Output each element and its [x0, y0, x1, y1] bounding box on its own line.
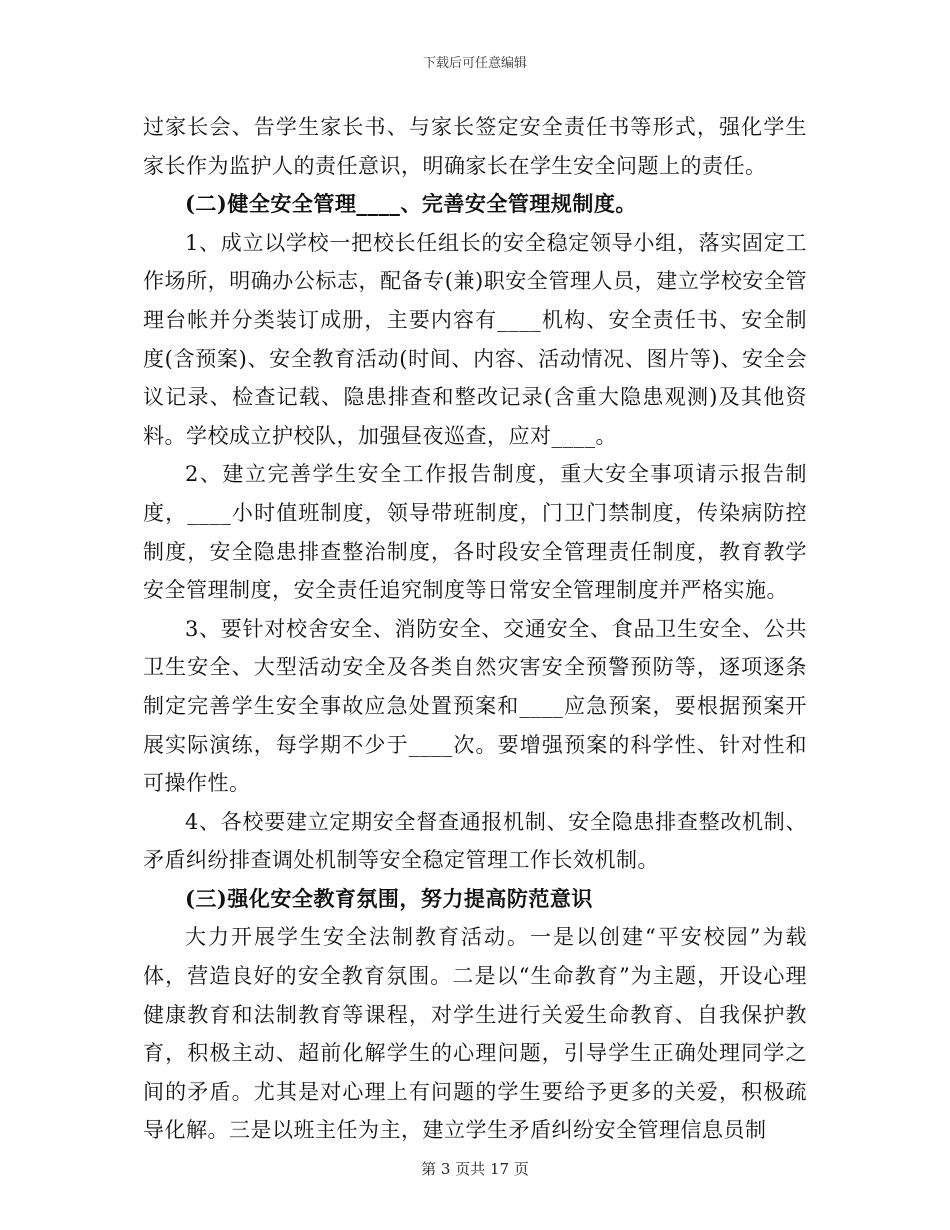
paragraph-item-2: 2、建立完善学生安全工作报告制度，重大安全事项请示报告制度，____小时值班制度，领导带班制度，门卫门禁制度，传染病防控制度，安全隐患排查整治制度，各时段安全管理责任制度，教育教学安全管理制度，安全责任追究制度等日常安全管理制度并严格实施。 — [143, 462, 807, 603]
document-body — [143, 108, 807, 1150]
page-number: 第 3 页共 17 页 — [421, 1160, 529, 1178]
paragraph-item-3: 3、要针对校舍安全、消防安全、交通安全、食品卫生安全、公共卫生安全、大型活动安全及各类自然灾害安全预警预防等，逐项逐条制定完善学生安全事故应急处置预案和____应急预案，要根据预案开展实际演练，每学期不少于____次。要增强预案的科学性、针对性和可操作性。 — [143, 616, 807, 796]
paragraph-safety-education: 大力开展学生安全法制教育活动。一是以创建“平安校园”为载体，营造良好的安全教育氛围。二是以“生命教育”为主题，开设心理健康教育和法制教育等课程，对学生进行关爱生命教育、自我保护教育，积极主动、超前化解学生的心理问题，引导学生正确处理同学之间的矛盾。尤其是对心理上有问题的学生要给予更多的关爱，积极疏导化解。三是以班主任为主，建立学生矛盾纠纷安全管理信息员制 — [143, 925, 807, 1143]
paragraph-continuation: 过家长会、告学生家长书、与家长签定安全责任书等形式，强化学生家长作为监护人的责任意识，明确家长在学生安全问题上的责任。 — [143, 115, 807, 178]
section-heading-3: (三)强化安全教育氛围，努力提高防范意识 — [185, 885, 593, 911]
paragraph-item-1: 1、成立以学校一把校长任组长的安全稳定领导小组，落实固定工作场所，明确办公标志，配备专(兼)职安全管理人员，建立学校安全管理台帐并分类装订成册，主要内容有____机构、安全责任书、安全制度(含预案)、安全教育活动(时间、内容、活动情况、图片等)、安全会议记录、检查记载、隐患排查和整改记录(含重大隐患观测)及其他资料。学校成立护校队，加强昼夜巡查，应对____。 — [143, 230, 807, 448]
page-header: 下载后可任意编辑 — [422, 56, 527, 71]
paragraph-item-4: 4、各校要建立定期安全督查通报机制、安全隐患排查整改机制、矛盾纠纷排查调处机制等安全稳定管理工作长效机制。 — [143, 809, 807, 873]
section-heading-2: (二)健全安全管理____、完善安全管理规制度。 — [185, 191, 637, 217]
